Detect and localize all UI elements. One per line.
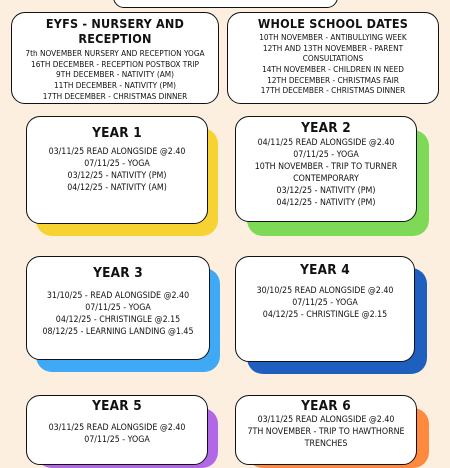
whole-school-line: CONSULTATIONS	[302, 53, 364, 64]
year1-line: 04/12/25 - NATIVITY (AM)	[67, 182, 167, 193]
year3-line: 04/12/25 - CHRISTINGLE @2.15	[55, 314, 181, 325]
year2-line: 04/11/25 READ ALONGSIDE @2.40	[257, 138, 395, 149]
year5-card	[26, 395, 208, 465]
year4-line: 07/11/25 - YOGA	[292, 298, 358, 309]
eyfs-line: 17TH DECEMBER - CHRISTMAS DINNER	[42, 90, 188, 101]
eyfs-line: 7th NOVEMBER NURSERY AND RECEPTION YOGA	[25, 48, 205, 58]
eyfs-card	[11, 12, 219, 104]
year2-line: 10TH NOVEMBER - TRIP TO TURNER	[254, 161, 398, 172]
year2-line: 07/11/25 - YOGA	[293, 150, 359, 161]
header-box-partial	[113, 0, 338, 8]
eyfs-title: EYFS - NURSERY AND RECEPTION	[45, 16, 185, 46]
eyfs-line: 11TH DECEMBER - NATIVITY (PM)	[53, 79, 177, 90]
year6-card	[235, 395, 417, 465]
year2-line: 03/12/25 - NATIVITY (PM)	[276, 185, 376, 196]
year4-line: 30/10/25 READ ALONGSIDE @2.40	[256, 286, 394, 297]
year4-line: 04/12/25 - CHRISTINGLE @2.15	[262, 309, 388, 320]
year5-line: 07/11/25 - YOGA	[84, 435, 150, 446]
year2-title: YEAR 2	[301, 120, 351, 136]
year1-line: 03/12/25 - NATIVITY (PM)	[67, 170, 167, 181]
year6-line: 03/11/25 READ ALONGSIDE @2.40	[257, 415, 395, 426]
year6-line: 7TH NOVEMBER - TRIP TO HAWTHORNE	[247, 427, 405, 438]
year5-title: YEAR 5	[92, 398, 142, 414]
year6-line: TRENCHES	[304, 438, 348, 449]
year3-line: 31/10/25 - READ ALONGSIDE @2.40	[46, 291, 190, 302]
year2-line: 04/12/25 - NATIVITY (PM)	[276, 197, 376, 208]
year4-card	[235, 256, 415, 362]
year3-line: 08/12/25 - LEARNING LANDING @1.45	[42, 326, 194, 337]
year5-line: 03/11/25 READ ALONGSIDE @2.40	[48, 423, 186, 434]
year3-line: 07/11/25 - YOGA	[85, 303, 151, 314]
whole-school-line: 10TH NOVEMBER - ANTIBULLYING WEEK	[259, 32, 407, 42]
year2-line: CONTEMPORARY	[293, 173, 359, 184]
eyfs-line: 16TH DECEMBER - RECEPTION POSTBOX TRIP	[31, 58, 199, 69]
year1-line: 07/11/25 - YOGA	[84, 159, 150, 170]
whole-school-card	[227, 12, 439, 104]
year1-line: 03/11/25 READ ALONGSIDE @2.40	[48, 147, 186, 158]
whole-school-line: 17TH DECEMBER - CHRISTMAS DINNER	[260, 85, 406, 96]
year6-title: YEAR 6	[301, 398, 351, 414]
year4-title: YEAR 4	[300, 262, 350, 278]
year1-card	[26, 116, 208, 224]
eyfs-line: 9TH DECEMBER - NATIVITY (AM)	[56, 69, 174, 80]
whole-school-line: 14TH NOVEMBER - CHILDREN IN NEED	[262, 63, 404, 74]
year2-card	[235, 116, 417, 222]
whole-school-title: WHOLE SCHOOL DATES	[257, 16, 409, 31]
whole-school-line: 12TH AND 13TH NOVEMBER - PARENT	[262, 42, 404, 53]
year1-title: YEAR 1	[92, 125, 142, 141]
year3-card	[26, 256, 210, 360]
whole-school-line: 12TH DECEMBER - CHRISTMAS FAIR	[267, 74, 399, 85]
year3-title: YEAR 3	[93, 265, 143, 281]
